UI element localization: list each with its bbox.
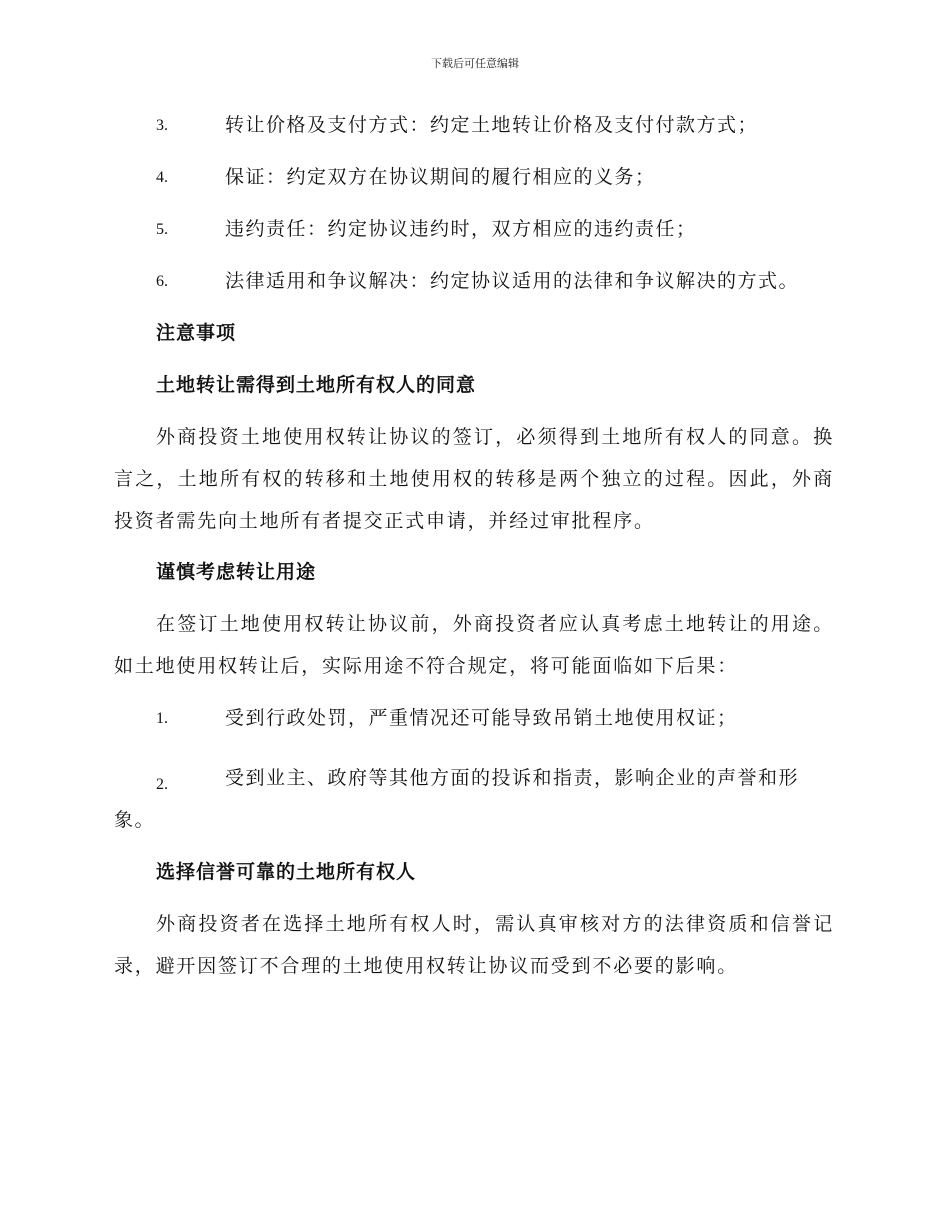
- document-body: [114, 112, 834, 987]
- list-text: 受到行政处罚，严重情况还可能导致吊销土地使用权证；: [225, 707, 738, 729]
- list-number: 4.: [156, 169, 168, 186]
- notice-heading: 注意事项: [156, 322, 237, 344]
- list-item: [114, 268, 834, 295]
- list-item: [114, 112, 834, 139]
- list-text: 法律适用和争议解决：约定协议适用的法律和争议解决的方式。: [225, 270, 800, 292]
- list-text: 受到业主、政府等其他方面的投诉和指责，影响企业的声誉和形象。: [114, 767, 800, 831]
- section-heading-consent: 土地转让需得到土地所有权人的同意: [156, 374, 477, 396]
- list-number: 2.: [156, 776, 168, 793]
- section-paragraph-purpose: 在签订土地使用权转让协议前，外商投资者应认真考虑土地转让的用途。如土地使用权转让后，实际用途不符合规定，将可能面临如下后果：: [114, 613, 834, 677]
- list-item: [114, 164, 834, 191]
- section-paragraph-consent: 外商投资土地使用权转让协议的签订，必须得到土地所有权人的同意。换言之，土地所有权的转移和土地使用权的转移是两个独立的过程。因此，外商投资者需先向土地所有者提交正式申请，并经过审批程序。: [114, 426, 834, 532]
- list-number: 5.: [156, 221, 168, 238]
- list-text: 保证：约定双方在协议期间的履行相应的义务；: [225, 166, 656, 188]
- list-item: [114, 757, 834, 841]
- list-number: 1.: [156, 710, 168, 727]
- section-paragraph-owner: 外商投资者在选择土地所有权人时，需认真审核对方的法律资质和信誉记录，避开因签订不合理的土地使用权转让协议而受到不必要的影响。: [114, 913, 834, 977]
- list-number: 6.: [156, 273, 168, 290]
- list-item: [114, 216, 834, 243]
- list-text: 转让价格及支付方式：约定土地转让价格及支付付款方式；: [225, 114, 759, 136]
- list-number: 3.: [156, 117, 168, 134]
- list-item: [114, 705, 834, 732]
- page-header: 下载后可任意编辑: [431, 57, 519, 70]
- section-heading-owner: 选择信誉可靠的土地所有权人: [156, 861, 417, 883]
- list-text: 违约责任：约定协议违约时，双方相应的违约责任；: [225, 218, 697, 240]
- section-heading-purpose: 谨慎考虑转让用途: [156, 561, 317, 583]
